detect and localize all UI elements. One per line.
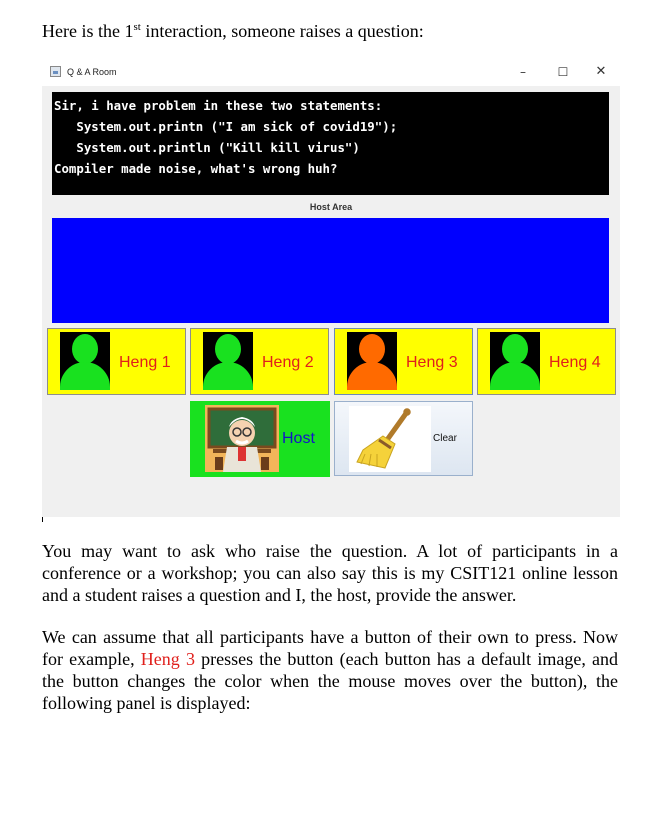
paragraph-2: We can assume that all participants have a button of their own to press. Now for example, Heng 3 presses the button (each button has a default image, and the button changes the color when the mouse moves over the button), the following panel is displayed: <box>42 627 618 713</box>
person-icon <box>60 332 110 390</box>
broom-icon <box>349 406 431 472</box>
participant-label: Heng 4 <box>549 354 601 371</box>
participant-label: Heng 1 <box>119 354 171 371</box>
participant-button-heng-2[interactable] <box>190 328 329 395</box>
highlighted-participant: Heng 3 <box>140 649 195 669</box>
intro-heading: Here is the 1st interaction, someone raises a question: <box>42 21 424 41</box>
clear-button-label: Clear <box>433 433 457 444</box>
clear-button[interactable] <box>334 401 473 476</box>
teacher-icon <box>205 405 279 472</box>
person-icon <box>347 332 397 390</box>
participant-button-heng-1[interactable] <box>47 328 186 395</box>
host-area-label: Host Area <box>309 202 353 212</box>
maximize-button[interactable]: ☐ <box>557 65 569 79</box>
question-line: Compiler made noise, what's wrong huh? <box>54 161 338 176</box>
participant-button-heng-3[interactable] <box>334 328 473 395</box>
question-line: Sir, i have problem in these two statements: <box>54 98 383 113</box>
java-cup-icon <box>50 66 61 77</box>
minimize-button[interactable]: – <box>520 65 526 79</box>
person-icon <box>203 332 253 390</box>
question-line: System.out.printn ("I am sick of covid19"); <box>54 119 398 134</box>
person-icon <box>490 332 540 390</box>
host-area-panel <box>52 218 609 323</box>
window-title: Q & A Room <box>67 67 117 77</box>
close-button[interactable]: ✕ <box>595 64 607 79</box>
participant-label: Heng 2 <box>262 354 314 371</box>
question-text-area[interactable] <box>52 92 609 195</box>
host-button[interactable] <box>190 401 330 477</box>
paragraph-1: You may want to ask who raise the question. A lot of participants in a conference or a workshop; you can also say this is my CSIT121 online lesson and a student raises a question and I, the host, provide the answer. <box>42 541 618 605</box>
participant-label: Heng 3 <box>406 354 458 371</box>
host-button-label: Host <box>282 430 315 447</box>
participant-button-heng-4[interactable] <box>477 328 616 395</box>
title-bar[interactable] <box>42 58 620 86</box>
question-line: System.out.println ("Kill kill virus") <box>54 140 360 155</box>
qa-room-window <box>42 58 620 517</box>
